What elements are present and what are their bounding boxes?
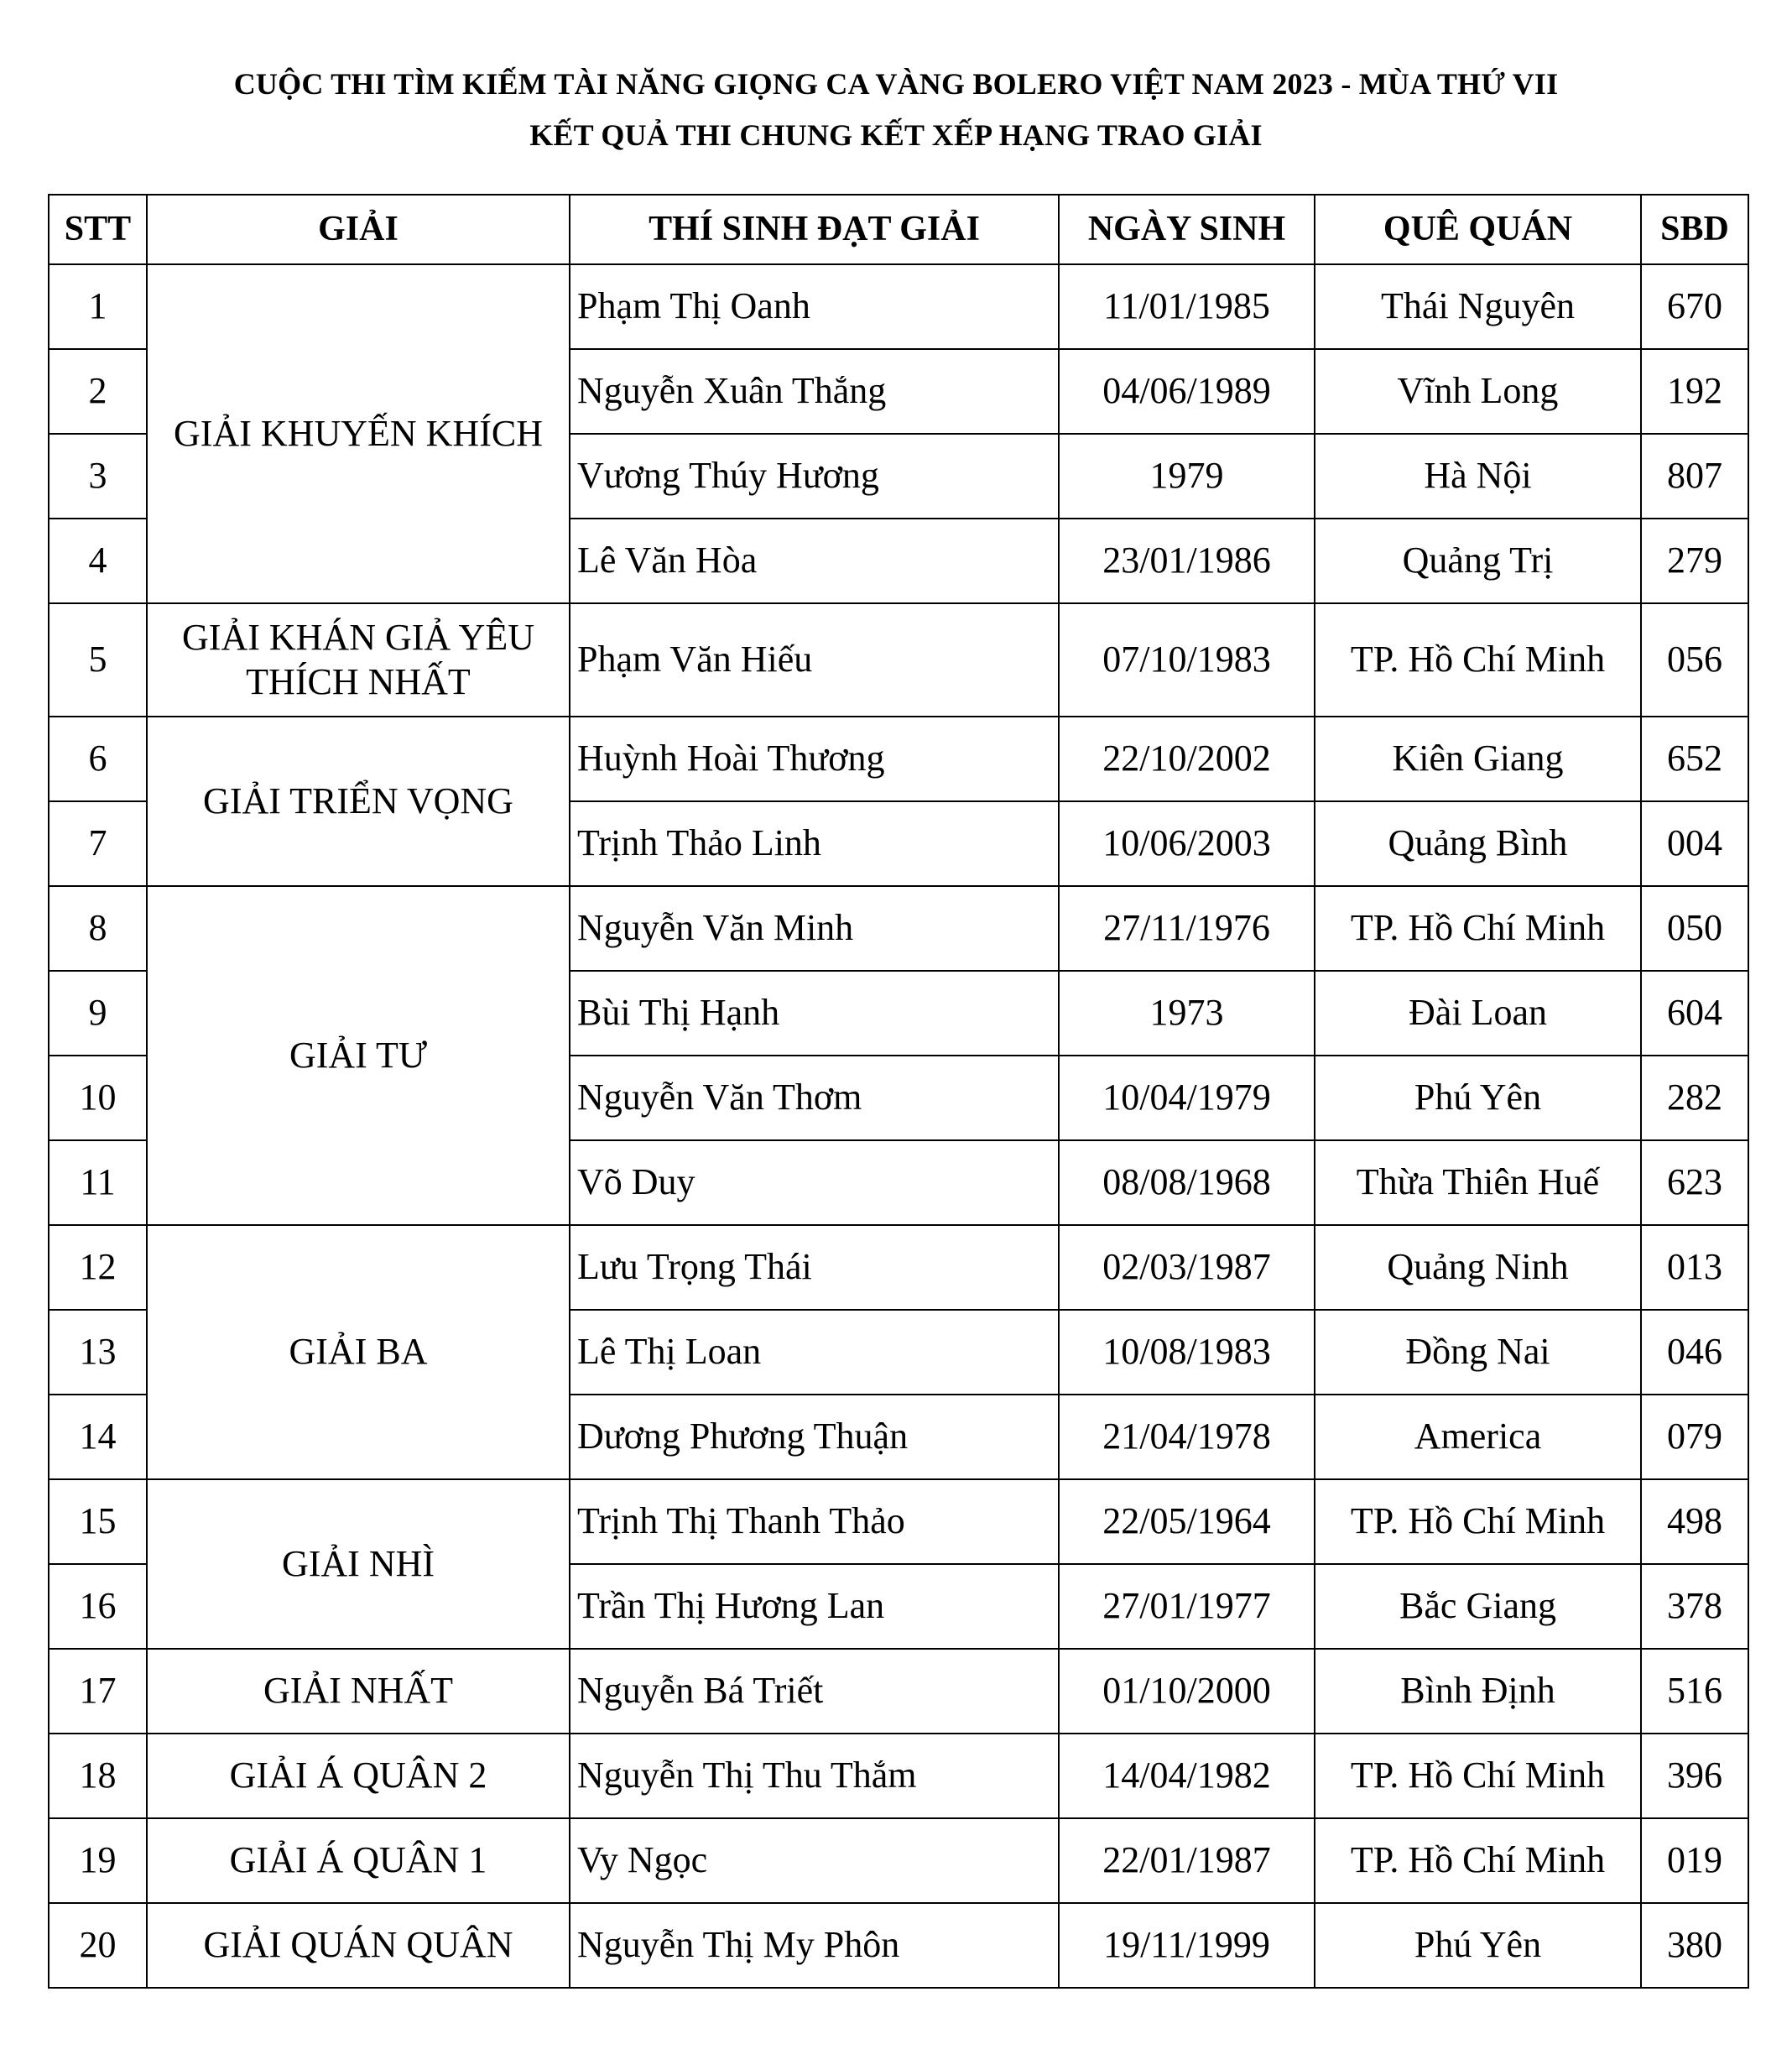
table-row [49, 886, 1748, 971]
stt-cell: 11 [49, 1140, 147, 1225]
hometown-cell: Đài Loan [1315, 971, 1641, 1056]
hometown-cell: TP. Hồ Chí Minh [1315, 886, 1641, 971]
birth-date-cell: 27/11/1976 [1059, 886, 1315, 971]
contestant-name-cell: Bùi Thị Hạnh [570, 971, 1059, 1056]
hometown-cell: Kiên Giang [1315, 717, 1641, 801]
birth-date-cell: 21/04/1978 [1059, 1395, 1315, 1479]
hometown-cell: Thừa Thiên Huế [1315, 1140, 1641, 1225]
stt-cell: 10 [49, 1056, 147, 1140]
sbd-cell: 013 [1641, 1225, 1748, 1310]
stt-cell: 7 [49, 801, 147, 886]
stt-cell: 14 [49, 1395, 147, 1479]
prize-cell: GIẢI KHÁN GIẢ YÊU THÍCH NHẤT [147, 603, 570, 717]
birth-date-cell: 14/04/1982 [1059, 1734, 1315, 1818]
column-header-sbd: SBD [1641, 195, 1748, 264]
stt-cell: 6 [49, 717, 147, 801]
stt-cell: 5 [49, 603, 147, 717]
hometown-cell: Đồng Nai [1315, 1310, 1641, 1395]
table-row [49, 1903, 1748, 1988]
stt-cell: 20 [49, 1903, 147, 1988]
sbd-cell: 056 [1641, 603, 1748, 717]
birth-date-cell: 11/01/1985 [1059, 264, 1315, 349]
hometown-cell: Quảng Ninh [1315, 1225, 1641, 1310]
hometown-cell: TP. Hồ Chí Minh [1315, 1818, 1641, 1903]
birth-date-cell: 19/11/1999 [1059, 1903, 1315, 1988]
birth-date-cell: 07/10/1983 [1059, 603, 1315, 717]
document-title: CUỘC THI TÌM KIẾM TÀI NĂNG GIỌNG CA VÀNG BOLERO VIỆT NAM 2023 - MÙA THỨ VII [233, 67, 1559, 101]
document-subtitle: KẾT QUẢ THI CHUNG KẾT XẾP HẠNG TRAO GIẢI [529, 118, 1263, 152]
column-header-prize: GIẢI [147, 195, 570, 264]
hometown-cell: Vĩnh Long [1315, 349, 1641, 434]
prize-cell: GIẢI QUÁN QUÂN [147, 1903, 570, 1988]
table-row [49, 603, 1748, 717]
birth-date-cell: 22/10/2002 [1059, 717, 1315, 801]
sbd-cell: 807 [1641, 434, 1748, 519]
hometown-cell: Quảng Bình [1315, 801, 1641, 886]
sbd-cell: 046 [1641, 1310, 1748, 1395]
hometown-cell: Quảng Trị [1315, 519, 1641, 603]
hometown-cell: TP. Hồ Chí Minh [1315, 603, 1641, 717]
table-body [49, 264, 1748, 1988]
prize-cell: GIẢI BA [147, 1225, 570, 1479]
sbd-cell: 019 [1641, 1818, 1748, 1903]
column-header-birth-date: NGÀY SINH [1059, 195, 1315, 264]
stt-cell: 17 [49, 1649, 147, 1734]
sbd-cell: 652 [1641, 717, 1748, 801]
contestant-name-cell: Nguyễn Xuân Thắng [570, 349, 1059, 434]
contestant-name-cell: Võ Duy [570, 1140, 1059, 1225]
birth-date-cell: 01/10/2000 [1059, 1649, 1315, 1734]
sbd-cell: 282 [1641, 1056, 1748, 1140]
hometown-cell: America [1315, 1395, 1641, 1479]
stt-cell: 2 [49, 349, 147, 434]
contestant-name-cell: Lê Thị Loan [570, 1310, 1059, 1395]
sbd-cell: 498 [1641, 1479, 1748, 1564]
contestant-name-cell: Phạm Thị Oanh [570, 264, 1059, 349]
birth-date-cell: 1973 [1059, 971, 1315, 1056]
table-row [49, 1649, 1748, 1734]
contestant-name-cell: Nguyễn Thị Thu Thắm [570, 1734, 1059, 1818]
contestant-name-cell: Vương Thúy Hương [570, 434, 1059, 519]
sbd-cell: 516 [1641, 1649, 1748, 1734]
birth-date-cell: 10/04/1979 [1059, 1056, 1315, 1140]
stt-cell: 4 [49, 519, 147, 603]
contestant-name-cell: Trịnh Thị Thanh Thảo [570, 1479, 1059, 1564]
sbd-cell: 192 [1641, 349, 1748, 434]
contestant-name-cell: Lê Văn Hòa [570, 519, 1059, 603]
stt-cell: 8 [49, 886, 147, 971]
birth-date-cell: 02/03/1987 [1059, 1225, 1315, 1310]
column-header-hometown: QUÊ QUÁN [1315, 195, 1641, 264]
hometown-cell: Hà Nội [1315, 434, 1641, 519]
stt-cell: 3 [49, 434, 147, 519]
prize-cell: GIẢI Á QUÂN 2 [147, 1734, 570, 1818]
stt-cell: 16 [49, 1564, 147, 1649]
contestant-name-cell: Trần Thị Hương Lan [570, 1564, 1059, 1649]
birth-date-cell: 23/01/1986 [1059, 519, 1315, 603]
birth-date-cell: 22/05/1964 [1059, 1479, 1315, 1564]
sbd-cell: 279 [1641, 519, 1748, 603]
birth-date-cell: 08/08/1968 [1059, 1140, 1315, 1225]
sbd-cell: 050 [1641, 886, 1748, 971]
results-table [48, 194, 1749, 1989]
sbd-cell: 623 [1641, 1140, 1748, 1225]
contestant-name-cell: Vy Ngọc [570, 1818, 1059, 1903]
table-row [49, 264, 1748, 349]
birth-date-cell: 22/01/1987 [1059, 1818, 1315, 1903]
hometown-cell: TP. Hồ Chí Minh [1315, 1734, 1641, 1818]
hometown-cell: Phú Yên [1315, 1903, 1641, 1988]
sbd-cell: 378 [1641, 1564, 1748, 1649]
stt-cell: 9 [49, 971, 147, 1056]
birth-date-cell: 27/01/1977 [1059, 1564, 1315, 1649]
stt-cell: 1 [49, 264, 147, 349]
prize-cell: GIẢI NHẤT [147, 1649, 570, 1734]
sbd-cell: 079 [1641, 1395, 1748, 1479]
contestant-name-cell: Nguyễn Thị My Phôn [570, 1903, 1059, 1988]
hometown-cell: Phú Yên [1315, 1056, 1641, 1140]
hometown-cell: Bắc Giang [1315, 1564, 1641, 1649]
contestant-name-cell: Nguyễn Văn Minh [570, 886, 1059, 971]
hometown-cell: Thái Nguyên [1315, 264, 1641, 349]
contestant-name-cell: Lưu Trọng Thái [570, 1225, 1059, 1310]
contestant-name-cell: Huỳnh Hoài Thương [570, 717, 1059, 801]
sbd-cell: 604 [1641, 971, 1748, 1056]
birth-date-cell: 10/08/1983 [1059, 1310, 1315, 1395]
sbd-cell: 670 [1641, 264, 1748, 349]
contestant-name-cell: Dương Phương Thuận [570, 1395, 1059, 1479]
stt-cell: 18 [49, 1734, 147, 1818]
table-row [49, 1479, 1748, 1564]
birth-date-cell: 04/06/1989 [1059, 349, 1315, 434]
contestant-name-cell: Phạm Văn Hiếu [570, 603, 1059, 717]
stt-cell: 12 [49, 1225, 147, 1310]
table-row [49, 1734, 1748, 1818]
contestant-name-cell: Nguyễn Bá Triết [570, 1649, 1059, 1734]
prize-cell: GIẢI KHUYẾN KHÍCH [147, 264, 570, 603]
birth-date-cell: 1979 [1059, 434, 1315, 519]
prize-cell: GIẢI TRIỂN VỌNG [147, 717, 570, 886]
contestant-name-cell: Trịnh Thảo Linh [570, 801, 1059, 886]
header-row [49, 195, 1748, 264]
hometown-cell: Bình Định [1315, 1649, 1641, 1734]
hometown-cell: TP. Hồ Chí Minh [1315, 1479, 1641, 1564]
table-header [49, 195, 1748, 264]
contestant-name-cell: Nguyễn Văn Thơm [570, 1056, 1059, 1140]
table-row [49, 717, 1748, 801]
sbd-cell: 396 [1641, 1734, 1748, 1818]
table-row [49, 1818, 1748, 1903]
stt-cell: 15 [49, 1479, 147, 1564]
prize-cell: GIẢI NHÌ [147, 1479, 570, 1649]
sbd-cell: 380 [1641, 1903, 1748, 1988]
table-row [49, 1225, 1748, 1310]
column-header-stt: STT [49, 195, 147, 264]
prize-cell: GIẢI TƯ [147, 886, 570, 1225]
prize-cell: GIẢI Á QUÂN 1 [147, 1818, 570, 1903]
stt-cell: 19 [49, 1818, 147, 1903]
column-header-contestant: THÍ SINH ĐẠT GIẢI [570, 195, 1059, 264]
stt-cell: 13 [49, 1310, 147, 1395]
birth-date-cell: 10/06/2003 [1059, 801, 1315, 886]
sbd-cell: 004 [1641, 801, 1748, 886]
